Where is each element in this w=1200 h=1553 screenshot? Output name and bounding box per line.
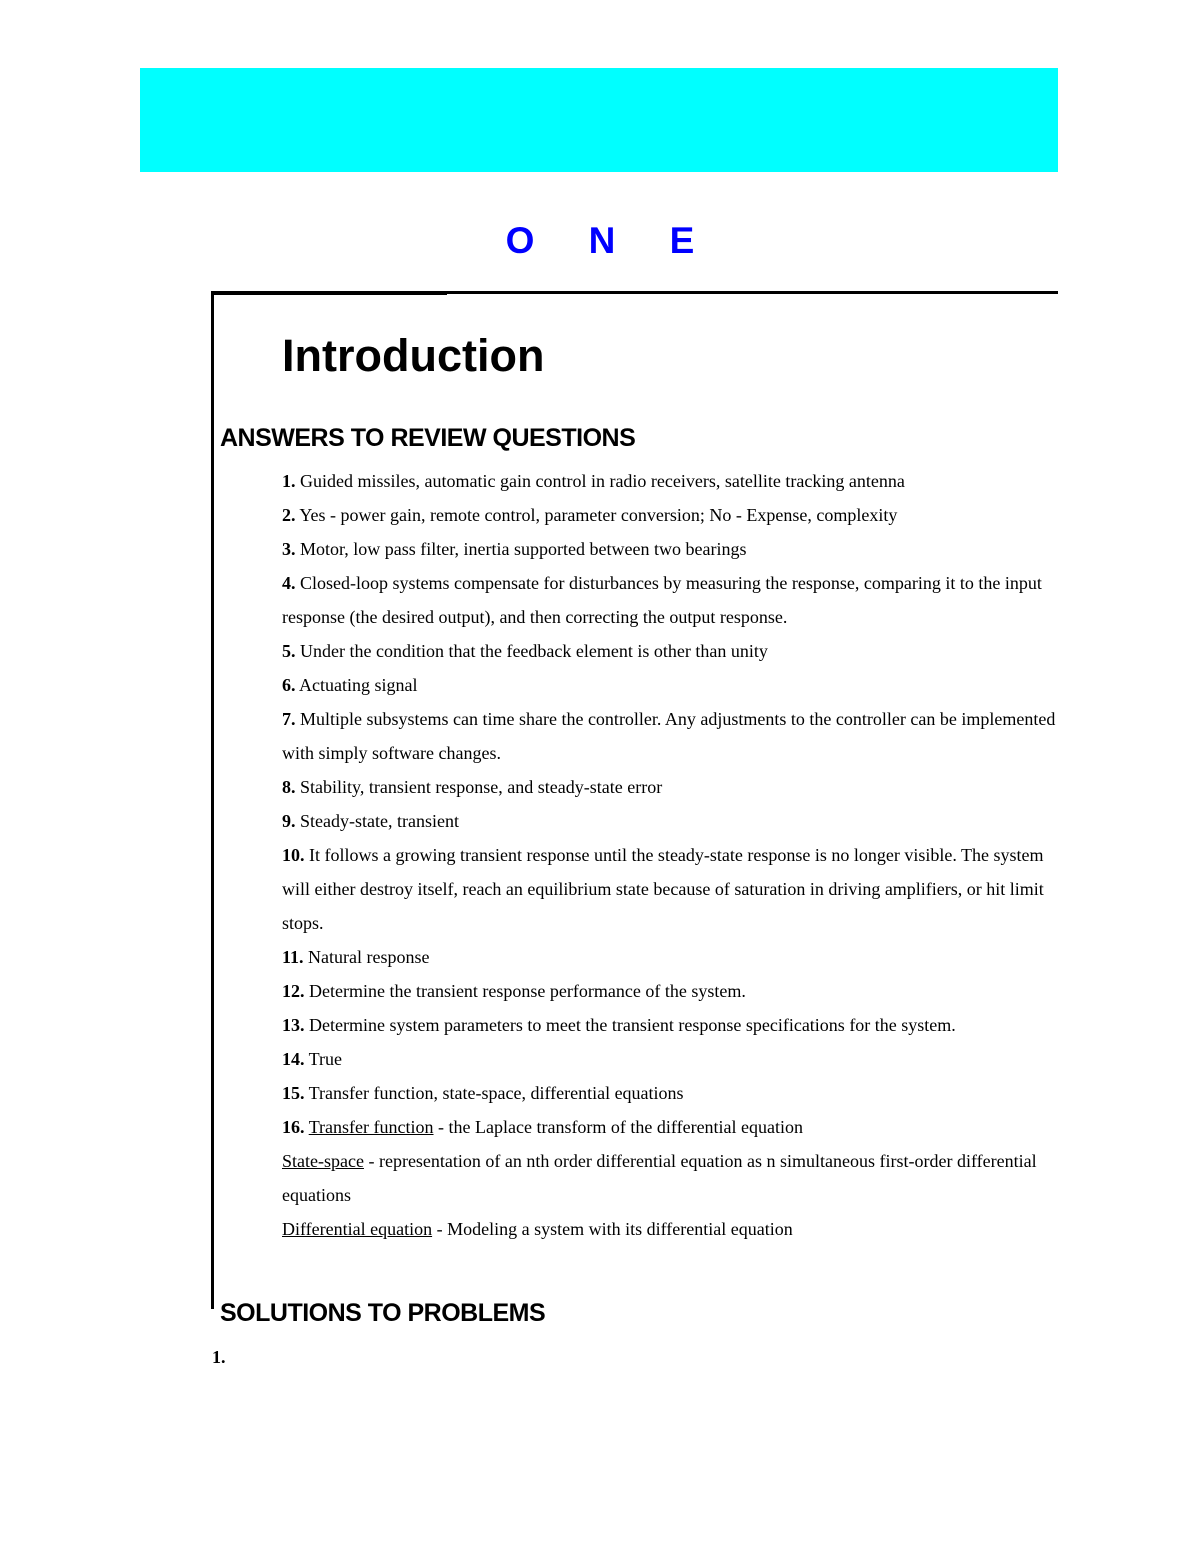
definition-term: State-space <box>282 1151 364 1171</box>
answer-number: 15. <box>282 1083 305 1103</box>
solutions-heading: SOLUTIONS TO PROBLEMS <box>220 1299 546 1327</box>
answer-item <box>282 1008 1062 1042</box>
definition-term: Differential equation <box>282 1219 433 1239</box>
answer-number: 8. <box>282 777 296 797</box>
answer-text: Steady-state, transient <box>295 811 459 831</box>
answer-text: Closed-loop systems compensate for disturbances by measuring the response, comparing it to the input response (the desired output), and then correcting the output response. <box>282 573 1042 627</box>
answer-item <box>282 498 1062 532</box>
chapter-title: Introduction <box>282 330 545 381</box>
definition-text: - Modeling a system with its differential equation <box>432 1219 793 1239</box>
answer-text: True <box>304 1049 343 1069</box>
answer-item <box>282 940 1062 974</box>
definition-text: - representation of an nth order differential equation as n simultaneous first-order differential equations <box>282 1151 1037 1205</box>
frame-top-rule-thick <box>211 291 447 295</box>
answer-text: Yes - power gain, remote control, parameter conversion; No - Expense, complexity <box>295 505 898 525</box>
answer-text: Multiple subsystems can time share the controller. Any adjustments to the controller can be implemented with simply software changes. <box>282 709 1056 763</box>
answer-number: 16. <box>282 1117 305 1137</box>
answer-item <box>282 668 1062 702</box>
answer-item <box>282 804 1062 838</box>
answer-item <box>282 770 1062 804</box>
answer-text: Natural response <box>303 947 430 967</box>
answer-number: 12. <box>282 981 305 1001</box>
answer-text: It follows a growing transient response until the steady-state response is no longer visible. The system will either destroy itself, reach an equilibrium state because of saturation in driving amplifiers, or hit limit stops. <box>282 845 1044 933</box>
answer-item <box>282 838 1062 940</box>
chapter-banner <box>140 68 1058 172</box>
answer-number: 9. <box>282 811 296 831</box>
answer-item <box>282 974 1062 1008</box>
answer-number: 13. <box>282 1015 305 1035</box>
answer-text: Stability, transient response, and steady-state error <box>295 777 663 797</box>
answer-number: 6. <box>282 675 296 695</box>
answer-text: Under the condition that the feedback element is other than unity <box>295 641 768 661</box>
answer-text: Motor, low pass filter, inertia supported between two bearings <box>295 539 747 559</box>
problem-number: 1. <box>212 1347 226 1367</box>
answer-number: 4. <box>282 573 296 593</box>
answer-number: 10. <box>282 845 305 865</box>
definition-text: - the Laplace transform of the differential equation <box>433 1117 804 1137</box>
frame-top-rule-thin <box>447 291 1058 294</box>
answer-item <box>282 1042 1062 1076</box>
answer-item-16 <box>282 1110 1062 1144</box>
answer-item <box>282 566 1062 634</box>
answers-heading: ANSWERS TO REVIEW QUESTIONS <box>220 424 636 452</box>
answer-text: Actuating signal <box>295 675 418 695</box>
answer-number: 5. <box>282 641 296 661</box>
definition-term: Transfer function <box>308 1117 434 1137</box>
answer-number: 11. <box>282 947 304 967</box>
answers-list <box>282 464 1062 1246</box>
frame-left-rule <box>211 291 214 1309</box>
answer-number: 14. <box>282 1049 305 1069</box>
answer-number: 3. <box>282 539 296 559</box>
answer-text: Determine system parameters to meet the transient response specifications for the system. <box>304 1015 956 1035</box>
answer-item <box>282 1076 1062 1110</box>
chapter-number: O N E <box>505 220 717 261</box>
answer-text: Transfer function, state-space, differential equations <box>304 1083 684 1103</box>
answer-number: 7. <box>282 709 296 729</box>
definition-item <box>282 1212 1062 1246</box>
answer-item <box>282 532 1062 566</box>
answer-item <box>282 702 1062 770</box>
answer-item <box>282 634 1062 668</box>
answer-item <box>282 464 1062 498</box>
answer-number: 2. <box>282 505 296 525</box>
answer-number: 1. <box>282 471 296 491</box>
definition-item <box>282 1144 1062 1212</box>
answer-text: Guided missiles, automatic gain control in radio receivers, satellite tracking antenna <box>295 471 905 491</box>
answer-text: Determine the transient response performance of the system. <box>304 981 746 1001</box>
